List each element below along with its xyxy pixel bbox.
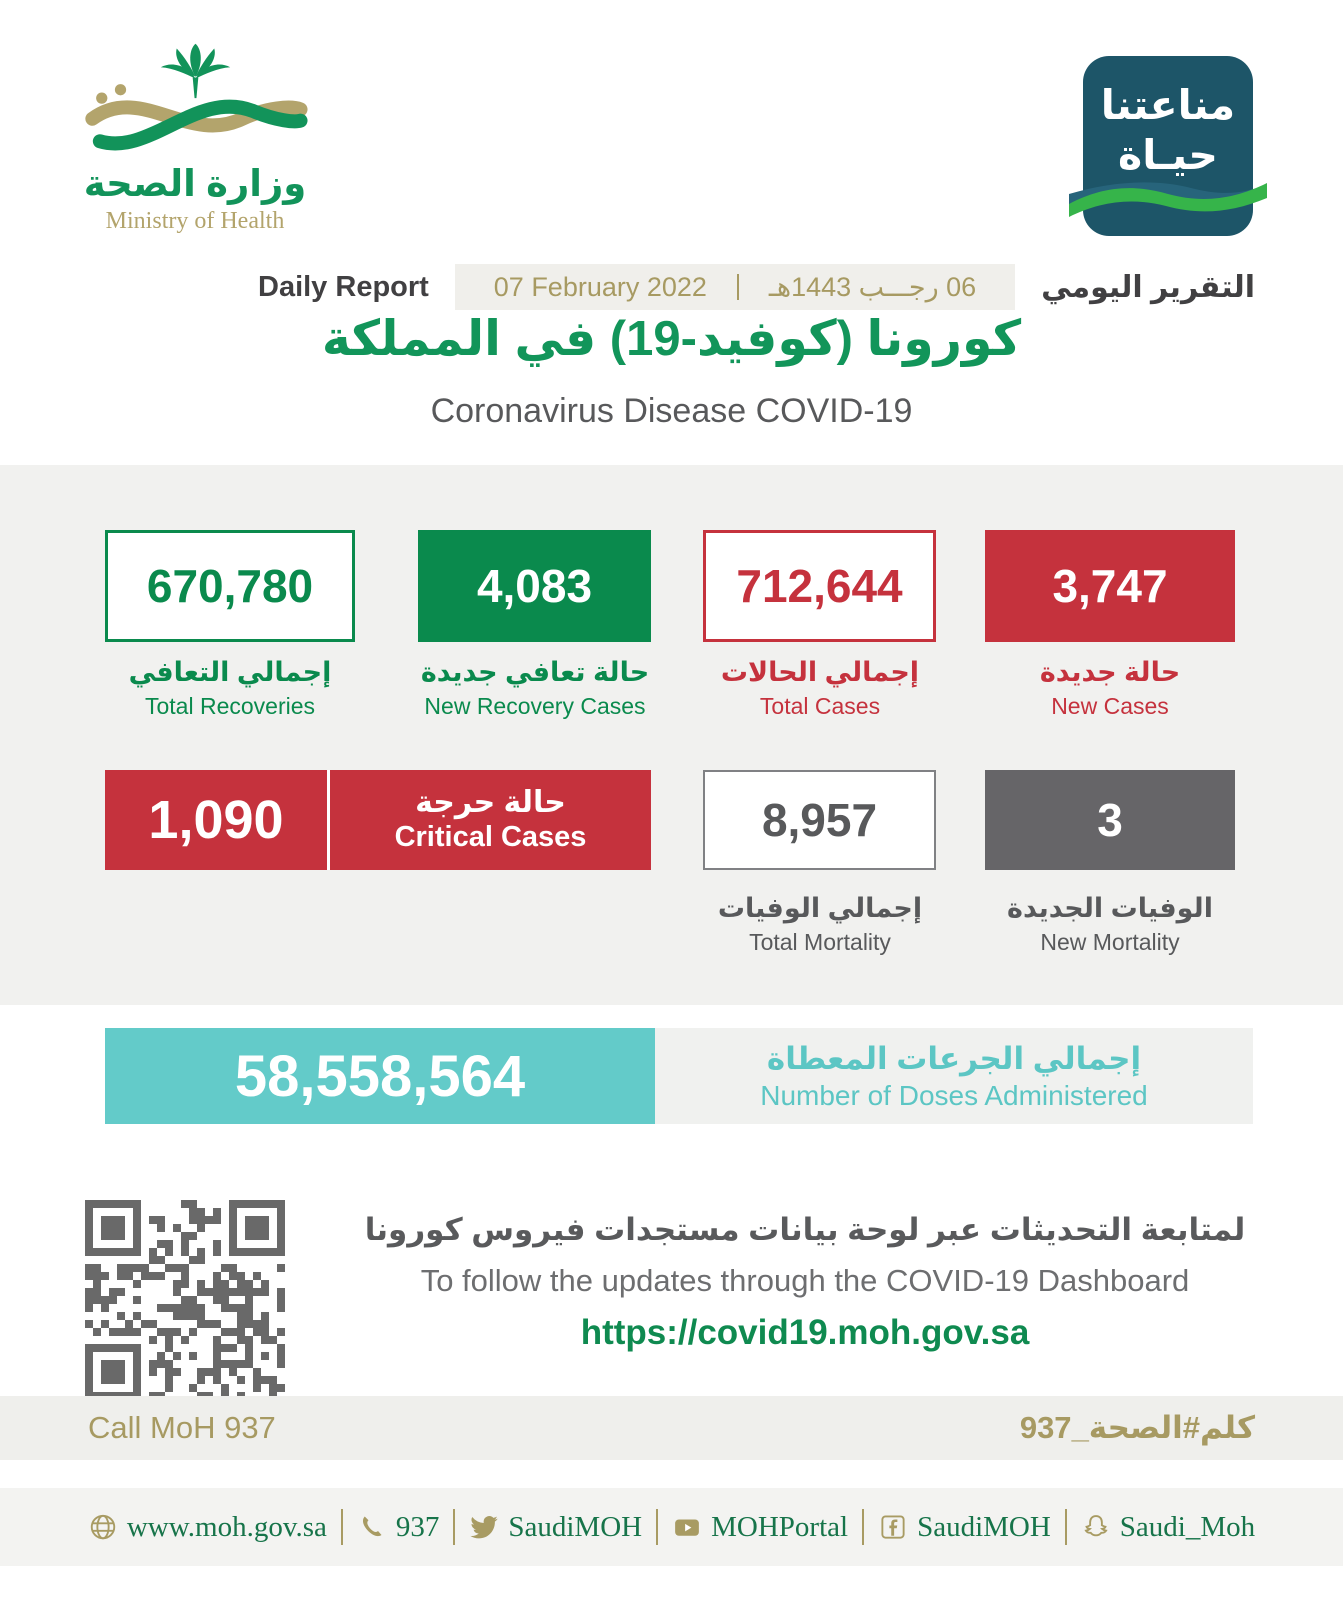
footer-social-bar [0,1488,1343,1566]
footer-item-facebook[interactable]: SaudiMOH [878,1511,1051,1544]
doses-value: 58,558,564 [105,1028,655,1124]
gregorian-date: 07 February 2022 [493,271,707,302]
call-moh-english: Call MoH 937 [88,1410,276,1445]
critical-cases-box [105,770,651,870]
dashboard-text-arabic: لمتابعة التحديثات عبر لوحة بيانات مستجدات فيروس كورونا [364,1212,1246,1247]
footer-item-snapchat[interactable]: Saudi_Moh [1081,1511,1255,1544]
footer-item-youtube[interactable]: MOHPortal [672,1511,848,1544]
new-recoveries-value: 4,083 [418,530,651,642]
footer-separator [862,1509,864,1545]
new-mortality-value: 3 [985,770,1235,870]
footer-item-website[interactable]: www.moh.gov.sa [88,1511,327,1544]
daily-report-label-en: Daily Report [258,270,429,303]
qr-code [85,1200,285,1400]
statistics-section [0,465,1343,1005]
twitter-icon [469,1512,499,1542]
footer-separator [341,1509,343,1545]
total-cases-value: 712,644 [703,530,936,642]
snapchat-icon [1081,1512,1111,1542]
total-recoveries-label: إجمالي التعافي Total Recoveries [128,657,332,719]
facebook-icon [878,1512,908,1542]
date-chip [455,264,1015,310]
footer-item-twitter[interactable]: SaudiMOH [469,1511,642,1544]
total-cases-label: إجمالي الحالات Total Cases [720,657,920,719]
page-title-arabic: كورونا (كوفيد-19) في المملكة [321,312,1022,366]
total-mortality-value: 8,957 [703,770,936,870]
page-title-english: Coronavirus Disease COVID-19 [430,392,913,430]
doses-administered-bar [105,1028,1253,1124]
immunity-badge-text: مناعتنا حيـاة [1100,82,1236,179]
globe-icon [88,1512,118,1542]
immunity-badge [1083,56,1253,236]
dashboard-url-link[interactable]: https://covid19.moh.gov.sa [580,1313,1030,1352]
youtube-icon [672,1512,702,1542]
new-cases-value: 3,747 [985,530,1235,642]
moh-logo [70,36,320,235]
new-mortality-label: الوفيات الجديدة New Mortality [1007,893,1213,955]
new-cases-label: حالة جديدة New Cases [1039,657,1181,719]
moh-logo-graphic [83,36,308,164]
phone-icon [357,1512,387,1542]
logo-arabic-name: وزارة الصحة [83,163,307,204]
daily-report-label-ar: التقرير اليومي [1041,270,1255,304]
date-separator [737,274,739,300]
doses-label: إجمالي الجرعات المعطاة Number of Doses Administered [655,1028,1253,1124]
new-recoveries-label: حالة تعافي جديدة New Recovery Cases [420,657,650,719]
footer-separator [656,1509,658,1545]
total-recoveries-value: 670,780 [105,530,355,642]
footer-separator [1065,1509,1067,1545]
dashboard-info [330,1212,1280,1353]
total-mortality-label: إجمالي الوفيات Total Mortality [717,893,923,955]
footer-separator [453,1509,455,1545]
dashboard-text-english: To follow the updates through the COVID-19 Dashboard [420,1263,1190,1298]
wave-icon [1069,170,1267,222]
logo-english-name: Ministry of Health [105,207,285,234]
critical-cases-label: حالة حرجة Critical Cases [394,786,587,853]
palm-tree-icon [160,44,229,98]
footer-item-phone[interactable]: 937 [357,1511,440,1544]
critical-cases-value: 1,090 [105,770,330,870]
report-header [258,264,1255,310]
hijri-date: 06 رجـــب 1443هـ [768,271,977,302]
call-moh-arabic: كلم#الصحة_937 [1019,1410,1255,1445]
call-moh-band [0,1396,1343,1460]
